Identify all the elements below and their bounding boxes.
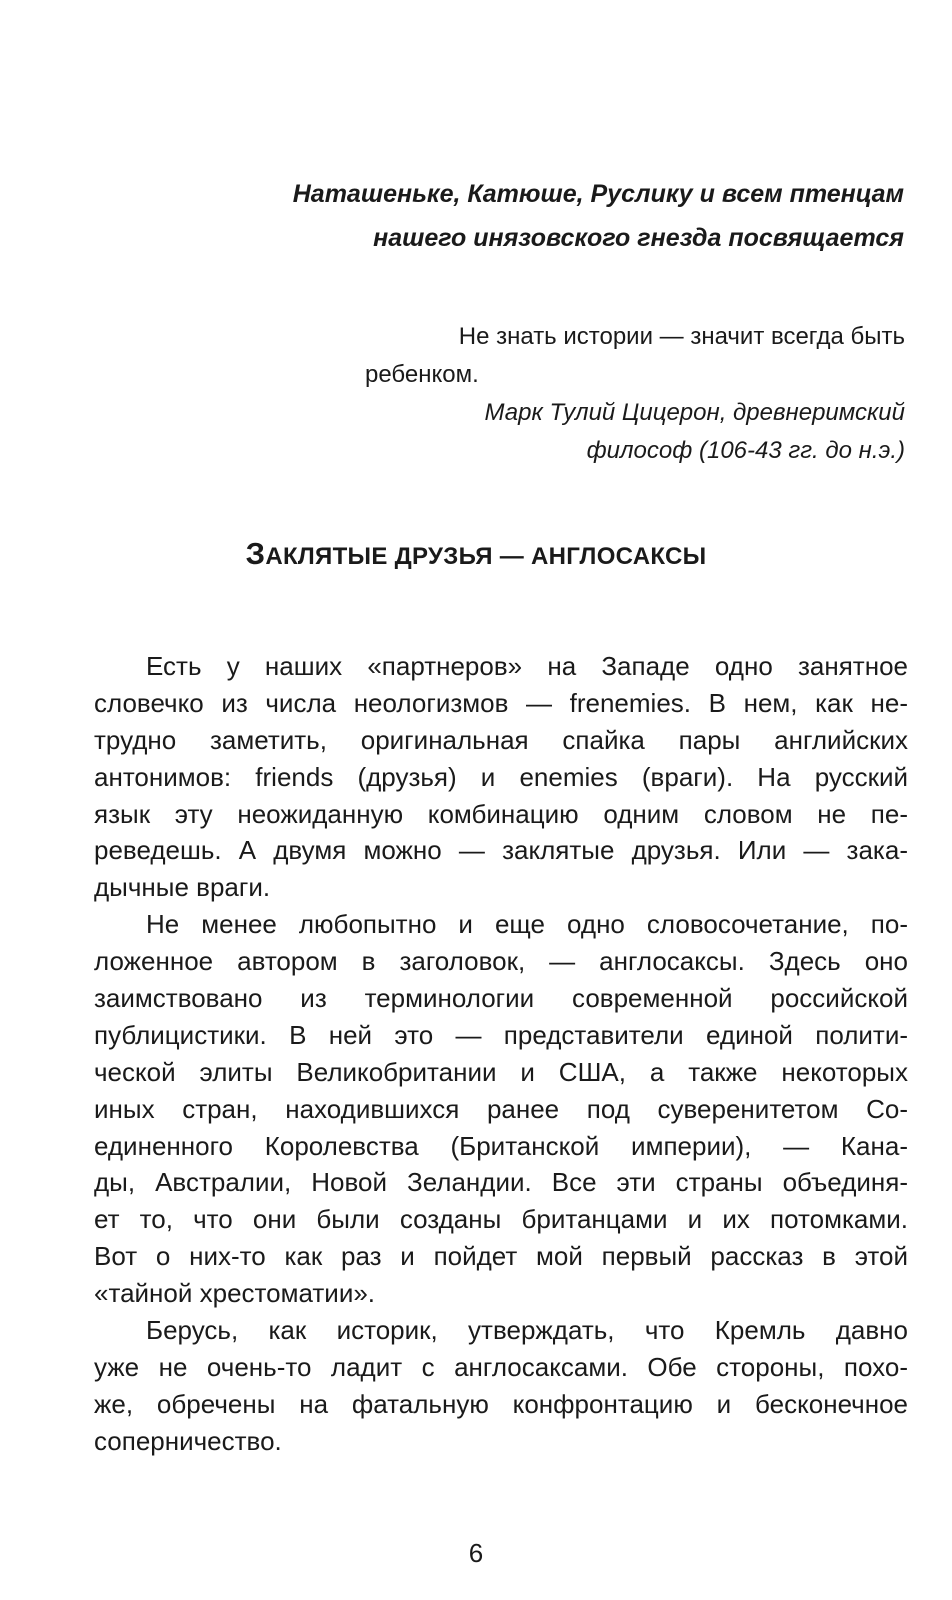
text-line: иных стран, находившихся ранее под суверенитетом Со- <box>94 1093 908 1124</box>
text-line: ложенное автором в заголовок, — англосаксы. Здесь оно <box>94 946 908 977</box>
text-line: Вот о них-то как раз и пойдет мой первый рассказ в этой <box>94 1241 908 1272</box>
paragraph <box>94 648 908 906</box>
chapter-title-rest: АКЛЯТЫЕ ДРУЗЬЯ — АНГЛОСАКСЫ <box>265 543 707 570</box>
dedication-line: Наташеньке, Катюше, Руслику и всем птенцам <box>292 180 904 208</box>
text-line: язык эту неожиданную комбинацию одним словом не пе- <box>94 798 908 829</box>
page-number: 6 <box>468 1538 484 1568</box>
text-line: ческой элиты Великобритании и США, а также некоторых <box>94 1056 908 1087</box>
text-line: же, обречены на фатальную конфронтацию и бесконечное <box>94 1388 908 1419</box>
text-line: Берусь, как историк, утверждать, что Кремль давно <box>146 1315 908 1346</box>
text-line: Есть у наших «партнеров» на Западе одно занятное <box>146 651 908 681</box>
text-line: дычные враги. <box>94 872 271 903</box>
paragraph <box>94 906 908 1312</box>
text-line: словечко из числа неологизмов — frenemies. В нем, как не- <box>94 687 908 718</box>
text-line: публицистики. В ней это — представители единой полити- <box>94 1019 908 1050</box>
epigraph <box>365 318 905 470</box>
text-line: единенного Королевства (Британской империи), — Кана- <box>94 1130 908 1161</box>
text-line: Не менее любопытно и еще одно словосочетание, по- <box>146 909 908 940</box>
epigraph-quote: Не знать истории — значит всегда быть <box>458 323 905 350</box>
paragraph <box>94 1312 908 1460</box>
dedication-line: нашего инязовского гнезда посвящается <box>373 224 904 252</box>
epigraph-attribution: Марк Тулий Цицерон, древнеримский <box>484 399 905 426</box>
text-line: антонимов: friends (друзья) и enemies (враги). На русский <box>94 761 908 792</box>
dedication <box>204 172 904 260</box>
text-line: уже не очень-то ладит с англосаксами. Обе стороны, похо- <box>94 1351 908 1382</box>
epigraph-quote: ребенком. <box>365 361 479 388</box>
chapter-title-initial: З <box>245 536 266 571</box>
text-line: заимствовано из терминологии современной российской <box>94 983 908 1014</box>
text-line: ет то, что они были созданы британцами и их потомками. <box>94 1204 908 1235</box>
text-line: реведешь. А двумя можно — заклятые друзья. Или — зака- <box>94 835 908 866</box>
text-line: соперничество. <box>94 1425 282 1456</box>
text-line: ды, Австралии, Новой Зеландии. Все эти страны объединя- <box>94 1167 908 1198</box>
chapter-title <box>0 536 952 575</box>
body-text <box>94 648 908 1460</box>
text-line: трудно заметить, оригинальная спайка пары английских <box>94 724 908 755</box>
text-line: «тайной хрестоматии». <box>94 1278 376 1309</box>
epigraph-attribution: философ (106-43 гг. до н.э.) <box>586 437 905 464</box>
